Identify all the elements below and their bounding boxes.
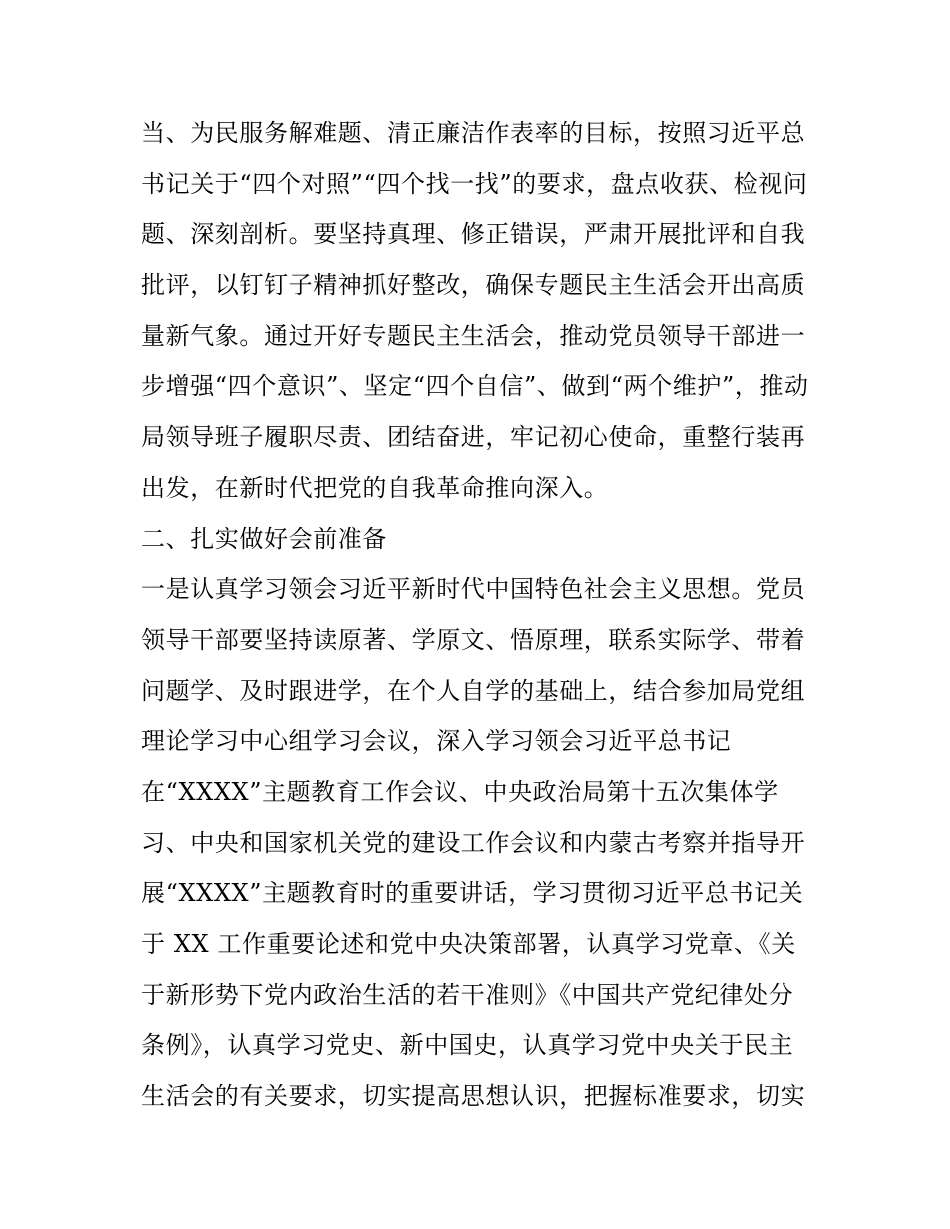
body-text (141, 108, 821, 1122)
text-line-14: 在“XXXX”主题教育工作会议、中央政治局第十五次集体学 (141, 777, 779, 806)
text-line-3: 题、深刻剖析。要坚持真理、修正错误，严肃开展批评和自我 (141, 220, 806, 249)
text-line-17: 于 XX 工作重要论述和党中央决策部署，认真学习党章、《关 (141, 930, 796, 958)
text-line-6: 步增强“四个意识”、坚定“四个自信”、做到“两个维护”，推动 (141, 372, 809, 401)
text-line-8: 出发，在新时代把党的自我革命推向深入。 (141, 473, 609, 502)
text-line-16: 展“XXXX”主题教育时的重要讲话，学习贯彻习近平总书记关 (141, 879, 804, 908)
text-line-20: 生活会的有关要求，切实提高思想认识，把握标准要求，切实 (141, 1082, 806, 1111)
text-line-10: 一是认真学习领会习近平新时代中国特色社会主义思想。党员 (141, 575, 806, 604)
text-line-4: 批评，以钉钉子精神抓好整改，确保专题民主生活会开出高质 (141, 271, 806, 300)
text-line-7: 局领导班子履职尽责、团结奋进，牢记初心使命，重整行装再 (141, 423, 806, 452)
text-line-15: 习、中央和国家机关党的建设工作会议和内蒙古考察并指导开 (141, 828, 806, 857)
text-line-12: 问题学、及时跟进学，在个人自学的基础上，结合参加局党组 (141, 676, 806, 705)
text-line-13: 理论学习中心组学习会议，深入学习领会习近平总书记 (141, 727, 732, 756)
text-line-11: 领导干部要坚持读原著、学原文、悟原理，联系实际学、带着 (141, 625, 806, 654)
text-line-1: 当、为民服务解难题、清正廉洁作表率的目标，按照习近平总 (141, 119, 806, 147)
text-line-5: 量新气象。通过开好专题民主生活会，推动党员领导干部进一 (141, 321, 806, 350)
text-line-18: 于新形势下党内政治生活的若干准则》《中国共产党纪律处分 (141, 980, 794, 1009)
section-heading: 二、扎实做好会前准备 (141, 524, 387, 553)
text-line-19: 条例》，认真学习党史、新中国史，认真学习党中央关于民主 (141, 1031, 794, 1060)
text-line-2: 书记关于“四个对照”“四个找一找”的要求，盘点收获、检视问 (141, 169, 808, 198)
